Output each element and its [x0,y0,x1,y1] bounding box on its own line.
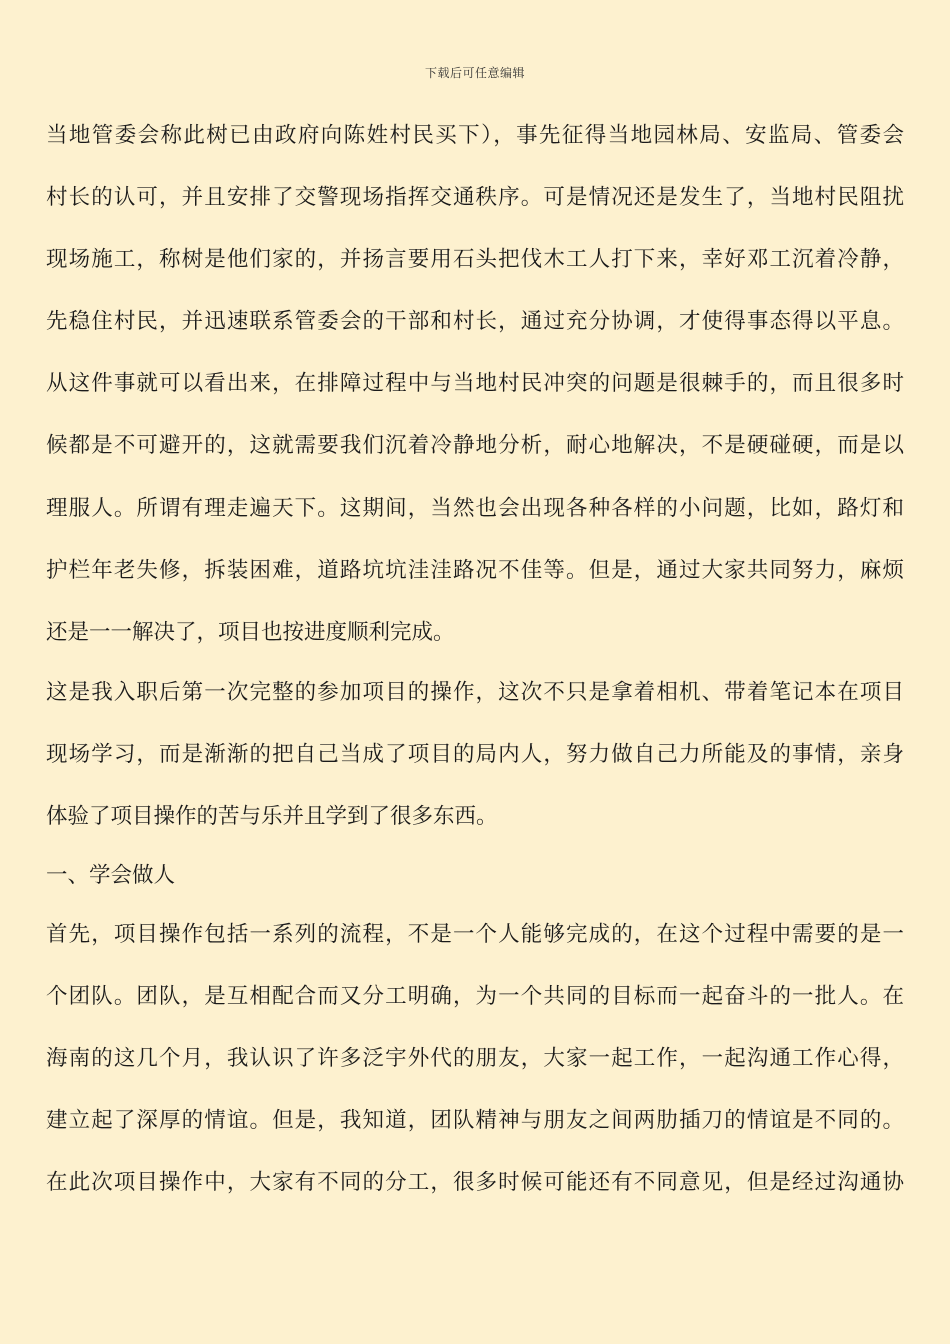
text-line: 海南的这几个月，我认识了许多泛宇外代的朋友，大家一起工作，一起沟通工作心得， [46,1046,904,1071]
text-line: 村长的认可，并且安排了交警现场指挥交通秩序。可是情况还是发生了，当地村民阻扰 [46,185,904,210]
text-line: 在此次项目操作中，大家有不同的分工，很多时候可能还有不同意见，但是经过沟通协 [46,1170,904,1195]
text-line: 先稳住村民，并迅速联系管委会的干部和村长，通过充分协调，才使得事态得以平息。 [46,309,904,334]
text-line: 理服人。所谓有理走遍天下。这期间，当然也会出现各种各样的小问题，比如，路灯和 [46,496,904,521]
text-line: 建立起了深厚的情谊。但是，我知道，团队精神与朋友之间两肋插刀的情谊是不同的。 [46,1108,904,1133]
text-line: 体验了项目操作的苦与乐并且学到了很多东西。 [46,804,498,829]
text-line: 当地管委会称此树已由政府向陈姓村民买下），事先征得当地园林局、安监局、管委会 [46,123,904,148]
text-line: 现场施工，称树是他们家的，并扬言要用石头把伐木工人打下来，幸好邓工沉着冷静， [46,247,904,272]
header-note: 下载后可任意编辑 [424,66,525,80]
section-heading: 一、学会做人 [46,863,176,888]
text-line: 候都是不可避开的，这就需要我们沉着冷静地分析，耐心地解决，不是硬碰硬，而是以 [46,433,904,458]
text-line: 首先，项目操作包括一系列的流程，不是一个人能够完成的，在这个过程中需要的是一 [46,922,904,947]
text-line: 从这件事就可以看出来，在排障过程中与当地村民冲突的问题是很棘手的，而且很多时 [46,371,904,396]
text-line: 现场学习，而是渐渐的把自己当成了项目的局内人，努力做自己力所能及的事情，亲身 [46,742,904,767]
text-line: 个团队。团队，是互相配合而又分工明确，为一个共同的目标而一起奋斗的一批人。在 [46,984,904,1009]
text-line: 这是我入职后第一次完整的参加项目的操作，这次不只是拿着相机、带着笔记本在项目 [46,680,904,705]
text-line: 还是一一解决了，项目也按进度顺利完成。 [46,620,455,645]
text-line: 护栏年老失修，拆装困难，道路坑坑洼洼路况不佳等。但是，通过大家共同努力，麻烦 [46,558,904,583]
